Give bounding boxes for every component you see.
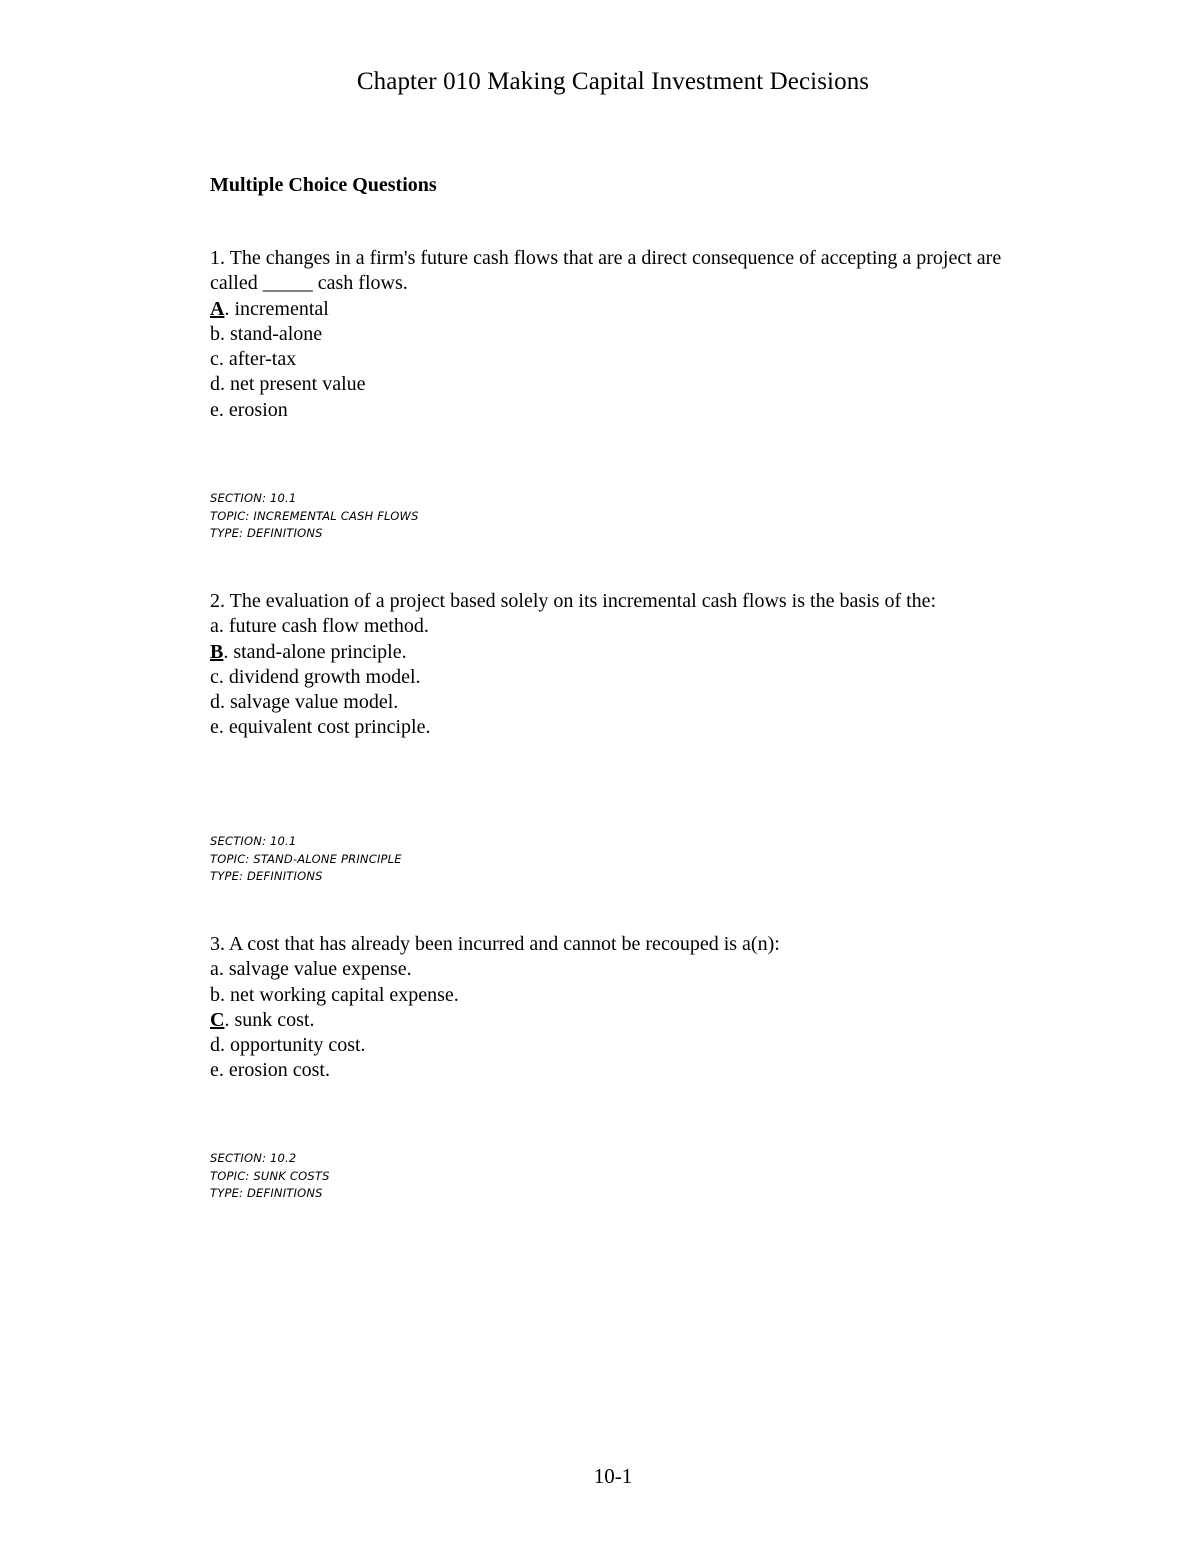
answer-option-b — [210, 983, 1010, 1008]
option-letter: C — [210, 1008, 225, 1031]
meta-topic: TOPIC: SUNK COSTS — [210, 1168, 330, 1183]
option-text: . sunk cost. — [224, 1008, 315, 1031]
option-text: . after-tax — [218, 348, 297, 371]
option-letter: c — [210, 348, 219, 371]
option-text: . erosion cost. — [218, 1059, 330, 1082]
answer-options — [210, 957, 1010, 1083]
option-letter: A — [210, 297, 225, 320]
page-title: Chapter 010 Making Capital Investment Decisions — [356, 68, 870, 95]
option-text: . erosion — [218, 398, 288, 421]
meta-type: TYPE: DEFINITIONS — [210, 526, 323, 540]
meta-section: SECTION: 10.1 — [210, 834, 297, 848]
meta-section: SECTION: 10.1 — [210, 491, 297, 505]
answer-options — [210, 614, 1010, 740]
option-letter: d — [210, 691, 220, 714]
option-letter: e — [210, 398, 219, 421]
answer-option-e — [210, 1058, 1010, 1083]
option-text: . dividend growth model. — [218, 665, 421, 688]
answer-option-e — [210, 715, 1010, 740]
page-number: 10-1 — [593, 1464, 633, 1488]
meta-type: TYPE: DEFINITIONS — [210, 1186, 323, 1200]
answer-option-c — [210, 1008, 1010, 1033]
answer-option-d — [210, 1033, 1010, 1058]
question-2-metadata — [210, 833, 402, 886]
meta-topic: TOPIC: STAND-ALONE PRINCIPLE — [210, 851, 402, 866]
answer-option-b — [210, 640, 1010, 665]
option-letter: d — [210, 1034, 220, 1057]
question-1-metadata — [210, 490, 419, 543]
option-letter: a — [210, 958, 219, 981]
option-text: . opportunity cost. — [220, 1034, 366, 1057]
answer-option-d — [210, 690, 1010, 715]
answer-option-a — [210, 297, 1010, 322]
question-stem: 2. The evaluation of a project based solely on its incremental cash flows is the basis of the: — [210, 590, 937, 612]
question-3-metadata — [210, 1150, 330, 1203]
option-letter: b — [210, 983, 220, 1006]
option-text: . incremental — [224, 297, 329, 320]
question-3 — [210, 932, 1010, 1084]
question-stem: 1. The changes in a firm's future cash flows that are a direct consequence of accepting a project are called _____ cash flows. — [210, 247, 1002, 295]
option-text: . stand-alone — [220, 322, 323, 345]
meta-type: TYPE: DEFINITIONS — [210, 869, 323, 883]
option-letter: b — [210, 322, 220, 345]
option-letter: d — [210, 373, 220, 396]
answer-option-b — [210, 322, 1010, 347]
answer-options — [210, 297, 1010, 423]
option-text: . net present value — [220, 373, 366, 396]
option-text: . stand-alone principle. — [223, 640, 407, 663]
option-letter: c — [210, 665, 219, 688]
option-text: . salvage value expense. — [218, 958, 412, 981]
answer-option-a — [210, 957, 1010, 982]
option-letter: B — [210, 640, 224, 663]
option-text: . equivalent cost principle. — [218, 716, 431, 739]
option-letter: a — [210, 615, 219, 638]
option-text: . net working capital expense. — [220, 983, 459, 1006]
answer-option-a — [210, 614, 1010, 639]
question-stem: 3. A cost that has already been incurred and cannot be recouped is a(n): — [210, 933, 780, 955]
question-2 — [210, 589, 1010, 741]
meta-section: SECTION: 10.2 — [210, 1151, 297, 1165]
answer-option-e — [210, 398, 1010, 423]
question-1 — [210, 246, 1010, 423]
option-letter: e — [210, 1059, 219, 1082]
option-letter: e — [210, 716, 219, 739]
option-text: . salvage value model. — [220, 691, 399, 714]
answer-option-c — [210, 665, 1010, 690]
meta-topic: TOPIC: INCREMENTAL CASH FLOWS — [210, 508, 419, 523]
option-text: . future cash flow method. — [218, 615, 429, 638]
answer-option-d — [210, 372, 1010, 397]
answer-option-c — [210, 347, 1010, 372]
section-heading: Multiple Choice Questions — [210, 174, 437, 196]
